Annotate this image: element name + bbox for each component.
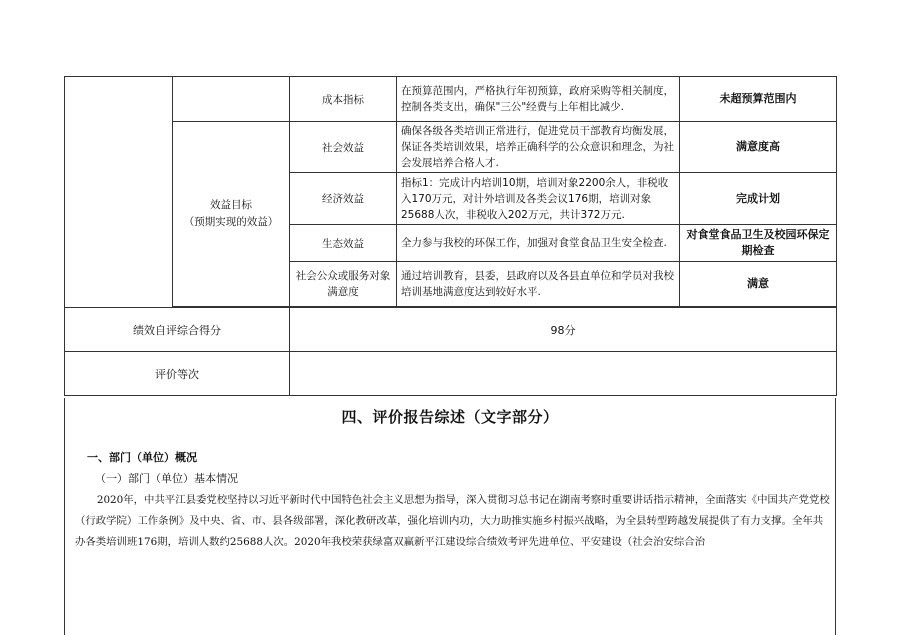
indicator-result: 满意度高 — [680, 122, 837, 173]
table-row — [65, 308, 837, 352]
indicator-content: 在预算范围内，严格执行年初预算，政府采购等相关制度，控制各类支出，确保"三公"经费与上年相比减少. — [397, 77, 680, 122]
grade-label: 评价等次 — [65, 352, 290, 396]
indicator-content: 通过培训教育，县委，县政府以及各县直单位和学员对我校培训基地满意度达到较好水平. — [397, 262, 680, 307]
score-label: 绩效自评综合得分 — [65, 308, 290, 352]
body-paragraph — [75, 490, 830, 553]
paragraph-text: 2020年，中共平江县委党校坚持以习近平新时代中国特色社会主义思想为指导，深入贯彻习总书记在湖南考察时重要讲话指示精神，全面落实《中国共产党党校（行政学院）工作条例》及中央、省、市、县各级部署，深化教研改革，强化培训内功，大力助推实施乡村振兴战略，为全县转型跨越发展提供了有力支撑。全年共办各类培训班176期，培训人数约25688人次。2020年我校荣获绿富双赢新平江建设综合绩效考评先进单位、平安建设（社会治安综合治 — [75, 494, 830, 548]
sub-indicator-cost: 成本指标 — [290, 77, 397, 122]
benefit-target-label — [173, 122, 290, 307]
table-row — [65, 77, 837, 122]
table-row — [65, 122, 837, 173]
blank-cell — [173, 77, 290, 122]
table-row — [65, 352, 837, 396]
grade-value — [290, 352, 837, 396]
score-value: 98分 — [290, 308, 837, 352]
indicator-result: 完成计划 — [680, 173, 837, 225]
benefit-label-line2: （预期实现的效益） — [183, 216, 279, 228]
heading-basic-info: （一）部门（单位）基本情况 — [95, 472, 238, 485]
heading-department-overview: 一、部门（单位）概况 — [87, 451, 197, 464]
sub-indicator-ecological: 生态效益 — [290, 225, 397, 262]
benefit-label-line1: 效益目标 — [210, 199, 252, 211]
indicator-content: 全力参与我校的环保工作，加强对食堂食品卫生安全检查. — [397, 225, 680, 262]
indicator-result: 未超预算范围内 — [680, 77, 837, 122]
indicator-result: 满意 — [680, 262, 837, 307]
sub-indicator-satisfaction: 社会公众或服务对象满意度 — [290, 262, 397, 307]
performance-evaluation-table — [64, 76, 837, 396]
section-title: 四、评价报告综述（文字部分） — [341, 408, 559, 426]
blank-cell — [65, 77, 173, 308]
indicator-content: 确保各级各类培训正常进行，促进党员干部教育均衡发展，保证各类培训效果，培养正确科学的公众意识和理念，为社会发展培养合格人才. — [397, 122, 680, 173]
sub-indicator-economic: 经济效益 — [290, 173, 397, 225]
sub-indicator-social: 社会效益 — [290, 122, 397, 173]
report-summary-section — [64, 398, 836, 635]
indicator-result: 对食堂食品卫生及校园环保定期检查 — [680, 225, 837, 262]
indicator-content: 指标1：完成计内培训10期，培训对象2200余人，非税收入170万元，对计外培训及各类会议176期，培训对象25688人次，非税收入202万元，共计372万元. — [397, 173, 680, 225]
